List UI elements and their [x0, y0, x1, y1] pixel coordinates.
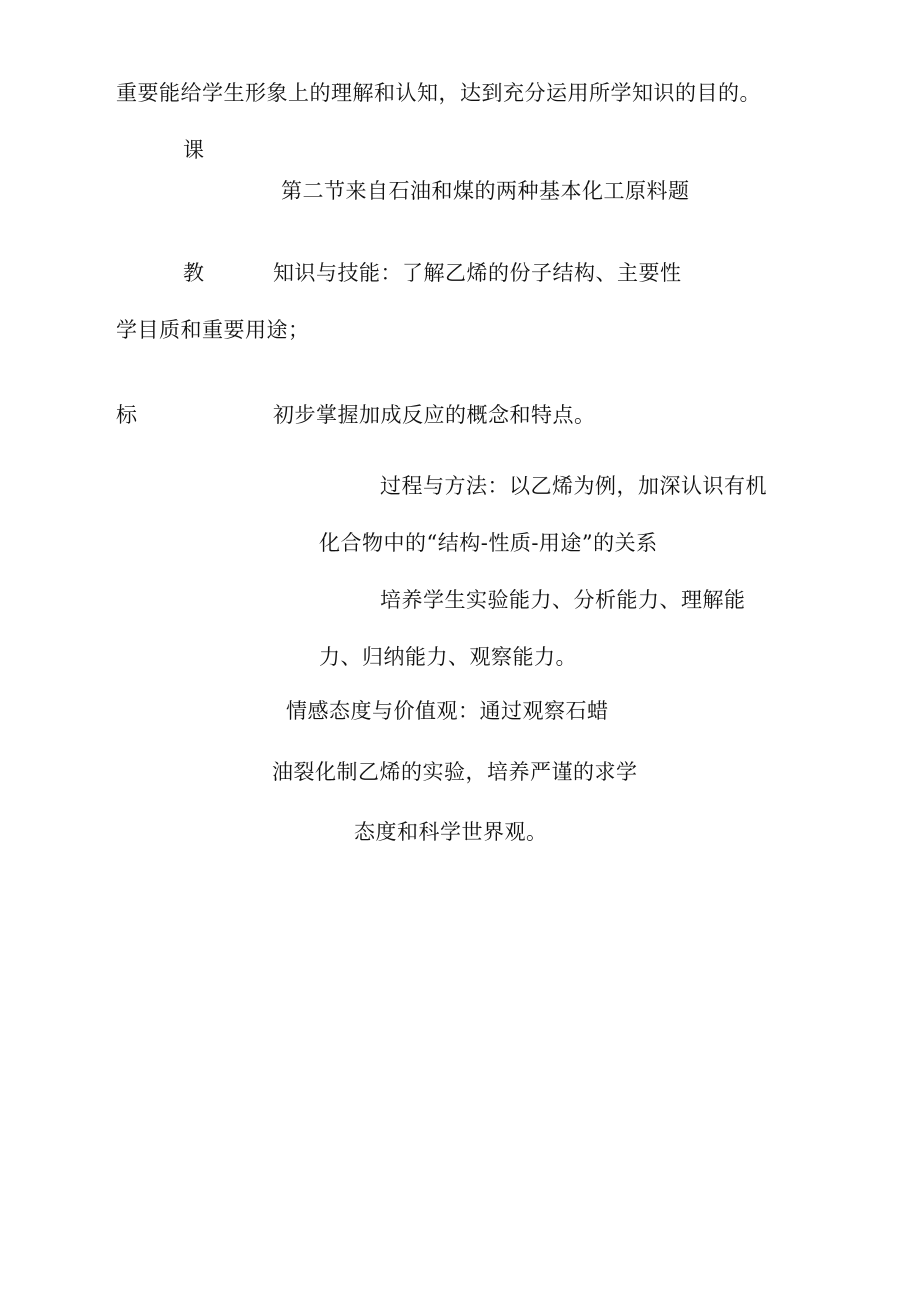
label-ke: 课: [183, 138, 205, 162]
intro-line: 重要能给学生形象上的理解和认知，达到充分运用所学知识的目的。: [116, 81, 761, 105]
ability-line-1: 培养学生实验能力、分析能力、理解能: [380, 588, 746, 612]
process-line-2: 化合物中的“结构-性质-用途”的关系: [319, 531, 658, 555]
title-line: 第二节来自石油和煤的两种基本化工原料题: [281, 179, 690, 203]
process-line-1: 过程与方法：以乙烯为例，加深认识有机: [380, 474, 767, 498]
label-jiao: 教: [183, 261, 205, 285]
knowledge-line-3: 初步掌握加成反应的概念和特点。: [273, 403, 596, 427]
ability-line-2: 力、归纳能力、观察能力。: [319, 645, 577, 669]
emotion-line-2: 油裂化制乙烯的实验，培养严谨的求学: [272, 760, 638, 784]
knowledge-line-2: 学目质和重要用途；: [116, 318, 310, 342]
emotion-line-3: 态度和科学世界观。: [354, 820, 548, 844]
label-biao: 标: [116, 403, 138, 427]
emotion-line-1: 情感态度与价值观：通过观察石蜡: [286, 699, 609, 723]
knowledge-line-1: 知识与技能：了解乙烯的份子结构、主要性: [273, 261, 682, 285]
